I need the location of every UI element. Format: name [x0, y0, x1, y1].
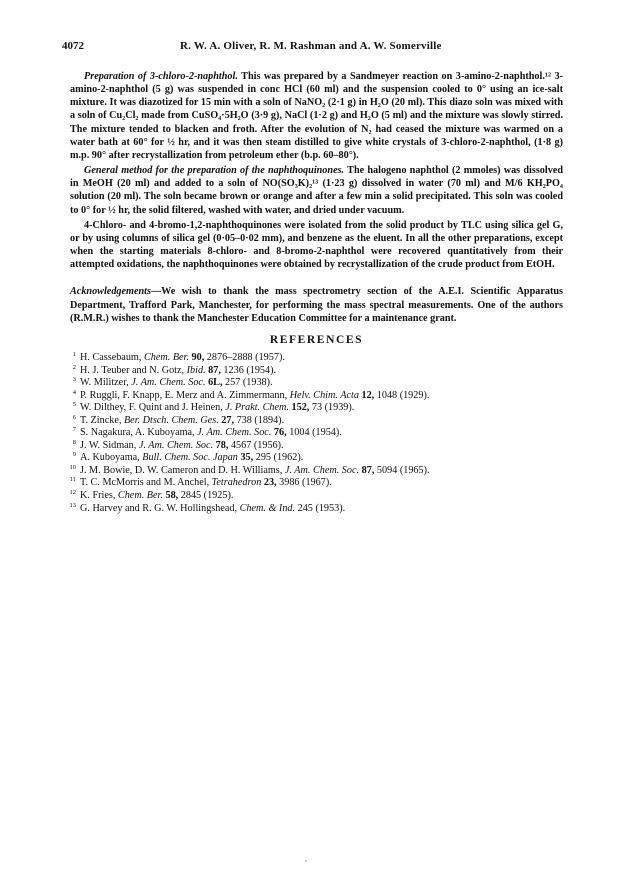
reference-journal: J. Am. Chem. Soc. [197, 427, 272, 439]
paragraph-text: 4-Chloro- and 4-bromo-1,2-naphthoquinones were isolated from the solid product by TLC using silica gel G, or by using columns of silica gel (0·05–0·02 mm), and benzene as the eluent. In all the other preparations, except when the starting materials 8-chloro- and 8-bromo-2-naphthol were recovered quantitatively from their attempted oxidations, the naphthoquinones were obtained by recrystallization of the crude product from EtOH. [70, 219, 563, 271]
reference-authors: K. Fries, [80, 489, 118, 501]
scan-speck [305, 860, 307, 862]
paragraph-heading: Preparation of 3-chloro-2-naphthol. [84, 71, 238, 82]
reference-journal: Tetrahedron [211, 477, 262, 489]
reference-number: 7 [72, 426, 76, 434]
reference-volume: 78, [213, 439, 229, 451]
reference-item [70, 352, 563, 365]
reference-authors: G. Harvey and R. G. W. Hollingshead, [80, 502, 240, 514]
acknowledgements-heading: Acknowledgements [70, 286, 151, 298]
reference-volume: 6L, [205, 377, 223, 389]
reference-journal: Chem. Ber. [117, 489, 163, 501]
reference-pages-year: 257 (1938). [222, 377, 273, 389]
reference-volume: 76, [271, 427, 287, 439]
reference-volume: 35, [237, 452, 254, 464]
paragraph-chloronaphthol-prep [70, 70, 563, 162]
reference-item [70, 427, 563, 440]
page-number: 4072 [62, 40, 84, 52]
reference-journal: J. Am. Chem. Soc. [131, 377, 206, 389]
page-header [62, 40, 563, 56]
reference-pages-year: 2876–2888 (1957). [204, 351, 285, 363]
paragraph-naphthoquinone-method [70, 164, 563, 217]
reference-authors: H. J. Teuber and N. Gotz, [80, 364, 187, 376]
reference-volume: 27, [218, 414, 235, 426]
reference-number: 10 [69, 463, 76, 471]
reference-item [70, 365, 563, 378]
reference-authors: P. Ruggli, F. Knapp, E. Merz and A. Zimmermann, [80, 389, 290, 401]
paragraph-isolation [70, 219, 563, 272]
reference-volume: 87, [205, 364, 221, 376]
reference-journal: J. Am. Chem. Soc. [138, 439, 214, 451]
reference-journal: Helv. Chim. Acta [289, 389, 359, 401]
reference-journal: Bull. Chem. Soc. Japan [142, 452, 238, 464]
reference-journal: J. Am. Chem. Soc. [284, 464, 360, 476]
reference-volume: 12, [358, 389, 375, 401]
running-head: R. W. A. Oliver, R. M. Rashman and A. W. Somerville [180, 40, 442, 52]
reference-number: 3 [72, 376, 76, 384]
reference-number: 11 [69, 476, 76, 484]
reference-volume: 23, [261, 477, 277, 489]
reference-authors: T. C. McMorris and M. Anchel, [80, 477, 212, 489]
reference-pages-year: 2845 (1925). [178, 489, 234, 501]
reference-number: 13 [69, 501, 76, 509]
acknowledgements [70, 285, 563, 324]
reference-number: 9 [72, 451, 76, 459]
reference-pages-year: 738 (1894). [234, 414, 285, 426]
reference-authors: J. W. Sidman, [80, 439, 139, 451]
reference-journal: Chem. & Ind. [239, 502, 296, 514]
reference-authors: W. Dilthey, F. Quint and J. Heinen, [80, 402, 226, 414]
reference-journal: Ibid. [186, 364, 206, 376]
reference-volume: 90, [188, 351, 205, 363]
references-list [70, 352, 563, 515]
reference-pages-year: 295 (1962). [253, 452, 304, 464]
reference-pages-year: 1004 (1954). [286, 427, 342, 439]
reference-volume: 87, [359, 464, 375, 476]
reference-item [70, 465, 563, 478]
reference-pages-year: 245 (1953). [295, 502, 346, 514]
paragraph-text: The halogeno naphthol (2 mmoles) was dissolved in MeOH (20 ml) and added to a soln of NO(SO₃K)₂¹³ (1·23 g) dissolved in water (70 ml) and M/6 KH₂PO₄ solution (20 ml). The soln became brown or orange and after a few min a solid precipitated. This soln was cooled to 0° for ½ hr, the solid filtered, washed with water, and dried under vacuum. [70, 165, 563, 216]
reference-pages-year: 5094 (1965). [374, 464, 430, 476]
reference-item [70, 452, 563, 465]
reference-item [70, 477, 563, 490]
reference-item [70, 490, 563, 503]
reference-number: 6 [72, 413, 76, 421]
reference-authors: A. Kuboyama, [80, 452, 143, 464]
reference-item [70, 503, 563, 516]
acknowledgements-text: —We wish to thank the mass spectrometry section of the A.E.I. Scientific Apparatus Department, Trafford Park, Manchester, for performing the mass spectral measurements. One of the authors (R.M.R.) wishes to thank the Manchester Education Committee for a maintenance grant. [70, 286, 563, 324]
reference-pages-year: 1048 (1929). [374, 389, 430, 401]
reference-pages-year: 1236 (1954). [220, 364, 277, 376]
reference-number: 12 [69, 488, 76, 496]
reference-journal: J. Prakt. Chem. [225, 402, 289, 414]
reference-item [70, 390, 563, 403]
reference-journal: Ber. Dtsch. Chem. Ges. [123, 414, 219, 426]
reference-item [70, 440, 563, 453]
article-body [70, 70, 563, 515]
reference-pages-year: 4567 (1956). [228, 439, 284, 451]
reference-authors: H. Cassebaum, [80, 351, 144, 363]
reference-item [70, 415, 563, 428]
reference-number: 1 [72, 350, 76, 358]
reference-authors: J. M. Bowie, D. W. Cameron and D. H. Williams, [80, 464, 285, 476]
reference-authors: T. Zincke, [80, 414, 124, 426]
reference-pages-year: 3986 (1967). [276, 477, 332, 489]
reference-volume: 58, [162, 489, 179, 501]
references-title: REFERENCES [269, 333, 364, 346]
reference-item [70, 402, 563, 415]
reference-item [70, 377, 563, 390]
reference-number: 8 [72, 438, 76, 446]
reference-pages-year: 73 (1939). [309, 402, 355, 414]
reference-number: 4 [72, 388, 76, 396]
reference-number: 2 [72, 363, 76, 371]
paragraph-text: This was prepared by a Sandmeyer reaction on 3-amino-2-naphthol.¹² 3-amino-2-naphthol (5 g) was suspended in conc HCl (60 ml) and the suspension cooled to 0° using an ice-salt mixture. It was diazotized for 15 min with a soln of NaNO₂ (2·1 g) in H₂O (20 ml). This diazo soln was mixed with a soln of Cu₂Cl₂ made from CuSO₄·5H₂O (3·9 g), NaCl (1·2 g) and H₂O (5 ml) and the mixture was slowly stirred. The mixture tended to blacken and froth. After the evolution of N₂ had ceased the mixture was warmed on a water bath at 60° for ½ hr, and it was then steam distilled to give white crystals of 3-chloro-2-naphthol, (1·8 g) m.p. 90° after recrystallization from petroleum ether (b.p. 60–80°). [70, 71, 563, 161]
reference-number: 5 [72, 401, 76, 409]
reference-authors: S. Nagakura, A. Kuboyama, [80, 427, 198, 439]
reference-authors: W. Militzer, [80, 377, 132, 389]
reference-volume: 152, [288, 402, 310, 414]
reference-journal: Chem. Ber. [143, 351, 189, 363]
paragraph-heading: General method for the preparation of the naphthoquinones. [84, 165, 345, 177]
